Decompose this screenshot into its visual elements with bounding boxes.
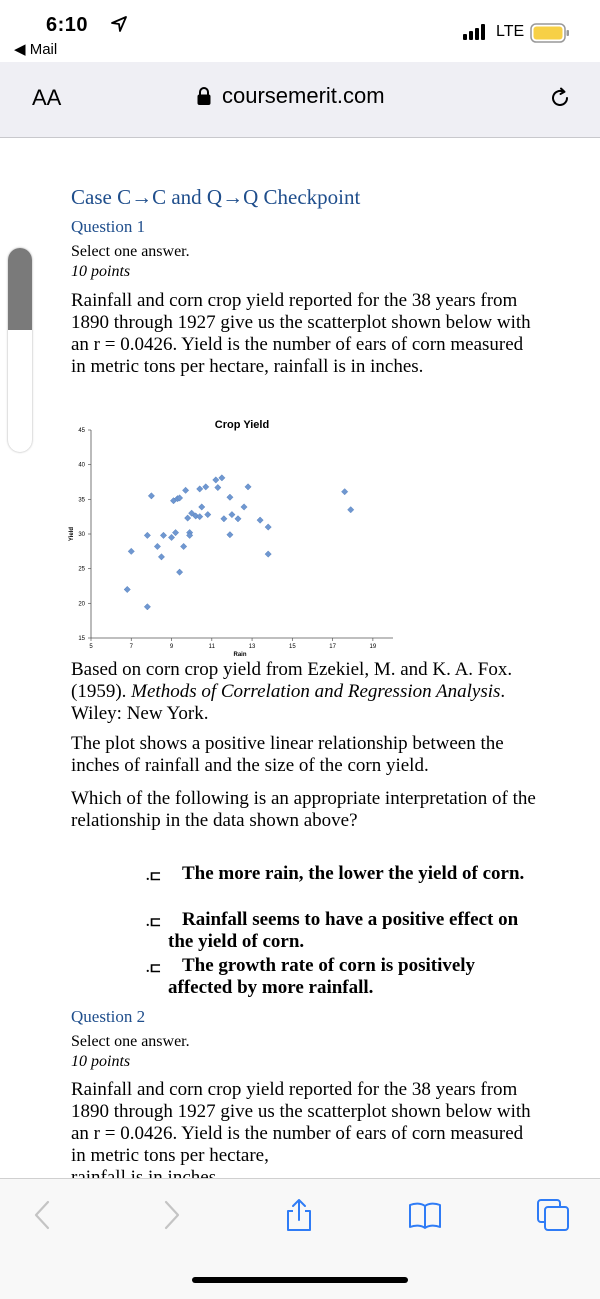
x-tick-label: 5 — [89, 644, 93, 650]
x-tick-label: 15 — [288, 644, 296, 650]
scatter-point — [180, 543, 186, 549]
scatter-point — [148, 493, 154, 499]
scatter-point — [341, 489, 347, 495]
scatter-point — [172, 529, 178, 535]
back-arrow-icon[interactable] — [26, 1198, 60, 1232]
y-tick-label: 45 — [78, 428, 85, 434]
scatter-point — [221, 516, 227, 522]
choice-3-radio[interactable]: .⊏ — [146, 961, 162, 976]
crop-yield-scatterplot — [60, 410, 400, 662]
lock-icon — [196, 86, 212, 106]
y-tick-label: 15 — [78, 636, 85, 642]
scatter-point — [197, 486, 203, 492]
question-2-instruction: Select one answer. — [71, 1033, 190, 1050]
scatter-point — [154, 543, 160, 549]
bookmarks-icon[interactable] — [408, 1198, 442, 1232]
question-1-points: 10 points — [71, 263, 131, 280]
scatter-point — [265, 551, 271, 557]
scatter-point — [265, 524, 271, 530]
observation-text: The plot shows a positive linear relationship between the inches of rainfall and the size of the corn yield. — [71, 733, 504, 776]
scatter-point — [203, 484, 209, 490]
y-tick-label: 30 — [78, 532, 85, 538]
forward-arrow-icon[interactable] — [154, 1198, 188, 1232]
scatter-point — [227, 494, 233, 500]
y-axis-label: Yield — [69, 526, 75, 542]
question-2-prompt: Rainfall and corn crop yield reported for the 38 years from 1890 through 1927 give us the scatterplot shown below with an r = 0.0426. Yield is the number of ears of corn measured in metric tons per hectare, — [71, 1079, 531, 1166]
choice-2-label[interactable]: Rainfall seems to have a positive effect on the yield of corn. — [168, 909, 519, 952]
question-1-text: Which of the following is an appropriate interpretation of the relationship in the data shown above? — [71, 788, 536, 831]
reload-icon[interactable] — [548, 86, 572, 110]
x-tick-label: 19 — [369, 644, 377, 650]
scatter-point — [219, 475, 225, 481]
scroll-thumb[interactable] — [8, 248, 32, 330]
home-indicator — [192, 1277, 408, 1283]
scatter-point — [182, 487, 188, 493]
battery-icon — [530, 23, 570, 43]
choice-2-radio[interactable]: .⊏ — [146, 915, 162, 930]
scatter-point — [213, 477, 219, 483]
scatter-point — [257, 517, 263, 523]
y-tick-label: 25 — [78, 566, 85, 573]
scatter-point — [348, 507, 354, 513]
x-tick-label: 13 — [248, 644, 256, 650]
scatter-point — [235, 516, 241, 522]
tabs-icon[interactable] — [536, 1198, 570, 1232]
scatter-point — [205, 511, 211, 517]
location-arrow-icon — [110, 15, 128, 33]
x-axis-label: Rain — [233, 652, 247, 658]
scatter-point — [245, 484, 251, 490]
y-tick-label: 20 — [78, 601, 85, 608]
y-tick-label: 40 — [78, 462, 85, 469]
choice-1-radio[interactable]: .⊏ — [146, 869, 162, 884]
choice-3-label[interactable]: The growth rate of corn is positively affected by more rainfall. — [168, 955, 476, 998]
scatter-point — [184, 515, 190, 521]
citation-suffix: . Wiley: New York. — [71, 681, 506, 724]
scatter-point — [215, 484, 221, 490]
citation-prefix: Based on corn crop yield from Ezekiel, M. and K. A. Fox. (1959). — [71, 659, 513, 702]
case-title: Case C→C and Q→Q Checkpoint — [71, 185, 361, 209]
chart-title: Crop Yield — [214, 419, 270, 431]
status-time: 6:10 — [46, 14, 89, 36]
scatter-point — [229, 511, 235, 517]
scatter-point — [158, 554, 164, 560]
scatter-point — [168, 534, 174, 540]
scatter-point — [199, 504, 205, 510]
choice-1-label[interactable]: The more rain, the lower the yield of corn. — [182, 863, 525, 884]
question-1-prompt: Rainfall and corn crop yield reported for the 38 years from 1890 through 1927 give us the scatterplot shown below with an r = 0.0426. Yield is the number of ears of corn measured in metric tons per hectare, rainfall is in inches. — [71, 290, 531, 377]
x-tick-label: 7 — [129, 644, 133, 650]
citation-title: Methods of Correlation and Regression Analysis — [131, 681, 501, 702]
cellular-signal-icon — [463, 24, 487, 40]
network-type: LTE — [496, 23, 525, 40]
citation — [71, 659, 541, 725]
question-2-prompt-cut — [71, 1167, 541, 1177]
x-tick-label: 9 — [169, 644, 174, 650]
scatter-point — [128, 548, 134, 554]
question-1-label: Question 1 — [71, 217, 146, 236]
url-field[interactable]: coursemerit.com — [222, 83, 385, 108]
x-tick-label: 11 — [208, 644, 215, 650]
question-2-points: 10 points — [71, 1053, 131, 1070]
scatter-point — [144, 532, 150, 538]
share-icon[interactable] — [282, 1198, 316, 1232]
text-size-button[interactable]: AA — [32, 85, 62, 110]
scatter-point — [241, 504, 247, 510]
question-1-instruction: Select one answer. — [71, 243, 190, 260]
x-tick-label: 17 — [329, 644, 336, 650]
scatter-point — [160, 532, 166, 538]
question-2-label: Question 2 — [71, 1007, 146, 1026]
y-tick-label: 35 — [78, 497, 85, 504]
back-to-app-link[interactable]: ◀ Mail — [14, 41, 58, 58]
scatter-point — [144, 604, 150, 610]
scatter-point — [176, 569, 182, 575]
scatter-point — [227, 531, 233, 537]
scatter-point — [124, 586, 130, 592]
